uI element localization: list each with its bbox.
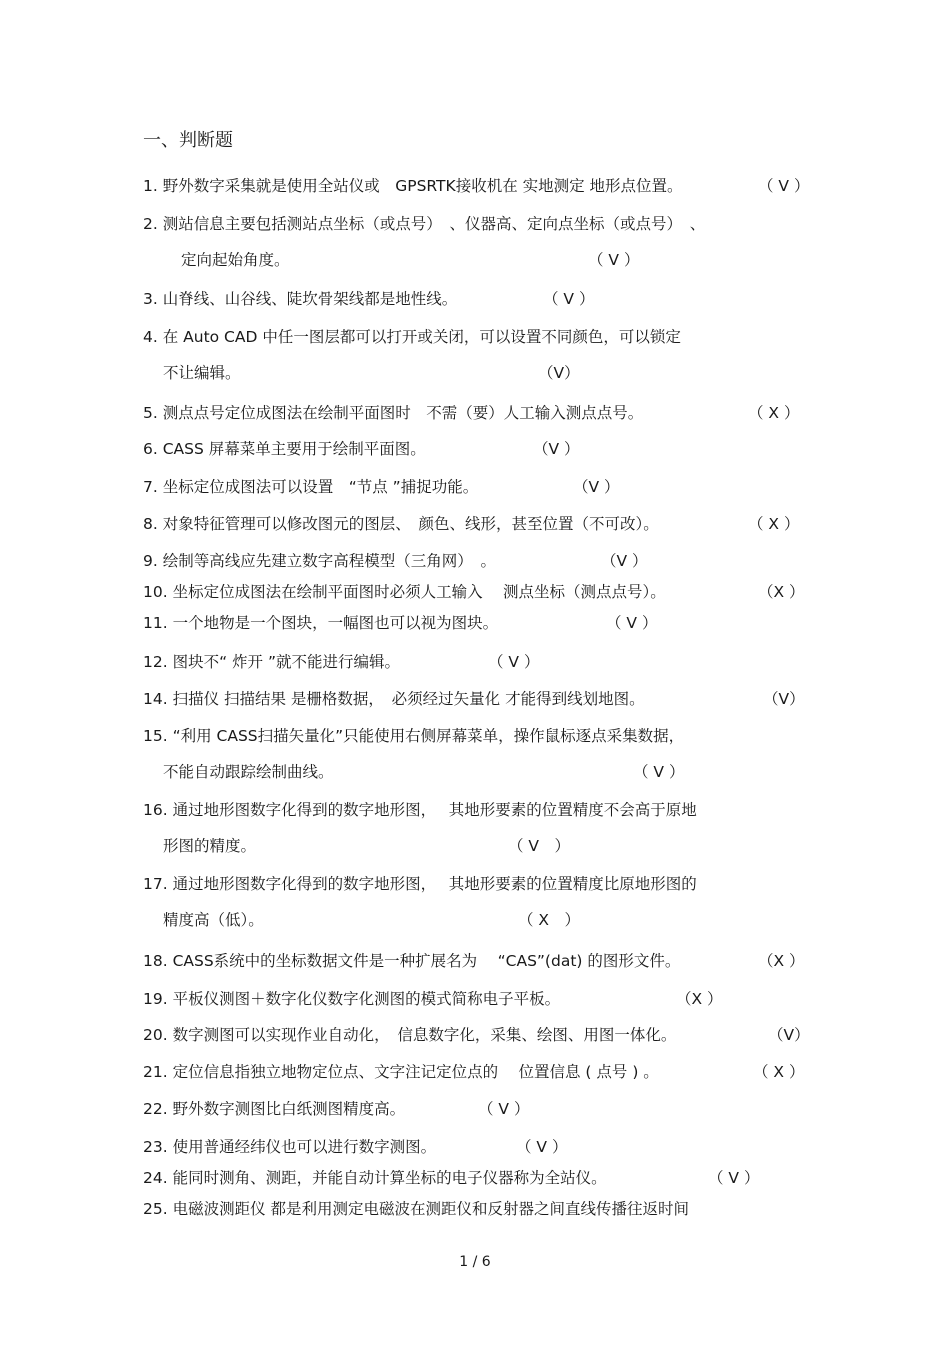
question-answer: （ V ） bbox=[633, 763, 685, 781]
question-answer: （V） bbox=[538, 364, 580, 382]
question-text: 22. 野外数字测图比白纸测图精度高。 bbox=[143, 1100, 406, 1118]
question-text: 12. 图块不“ 炸开 ”就不能进行编辑。 bbox=[143, 653, 400, 671]
question-text: 6. CASS 屏幕菜单主要用于绘制平面图。 bbox=[143, 440, 426, 458]
question-answer: （ V ） bbox=[588, 251, 640, 269]
question-text: 3. 山脊线、山谷线、陡坎骨架线都是地性线。 bbox=[143, 290, 458, 308]
question-text: 11. 一个地物是一个图块，一幅图也可以视为图块。 bbox=[143, 614, 499, 632]
question-text: 20. 数字测图可以实现作业自动化， 信息数字化，采集、绘图、用图一体化。 bbox=[143, 1026, 677, 1044]
question-text: 9. 绘制等高线应先建立数字高程模型（三角网） 。 bbox=[143, 552, 496, 570]
question-text-line2: 精度高（低）。 bbox=[163, 911, 264, 929]
question-answer: （ X ） bbox=[748, 404, 800, 422]
question-answer: （ V ） bbox=[543, 290, 595, 308]
question-text: 15. “利用 CASS扫描矢量化”只能使用右侧屏幕菜单，操作鼠标逐点采集数据， bbox=[143, 727, 685, 745]
question-answer: （ V ） bbox=[606, 614, 658, 632]
question-answer: （X ） bbox=[758, 952, 805, 970]
question-text: 16. 通过地形图数字化得到的数字地形图， 其地形要素的位置精度不会高于原地 bbox=[143, 801, 697, 819]
question-text-line2: 形图的精度。 bbox=[163, 837, 257, 855]
question-answer: （ V ） bbox=[516, 1138, 568, 1156]
question-answer: （ X ） bbox=[518, 911, 581, 929]
question-answer: （ V ） bbox=[478, 1100, 530, 1118]
question-answer: （ V ） bbox=[508, 837, 571, 855]
question-text: 19. 平板仪测图＋数字化仪数字化测图的模式简称电子平板。 bbox=[143, 990, 561, 1008]
question-answer: （ V ） bbox=[488, 653, 540, 671]
question-text: 23. 使用普通经纬仪也可以进行数字测图。 bbox=[143, 1138, 437, 1156]
question-text: 10. 坐标定位成图法在绘制平面图时必须人工输入 测点坐标（测点点号）。 bbox=[143, 583, 666, 601]
question-text: 24. 能同时测角、测距，并能自动计算坐标的电子仪器称为全站仪。 bbox=[143, 1169, 607, 1187]
question-text: 1. 野外数字采集就是使用全站仪或 GPSRTK接收机在 实地测定 地形点位置。 bbox=[143, 177, 683, 195]
question-answer: （ X ） bbox=[748, 515, 800, 533]
question-text: 8. 对象特征管理可以修改图元的图层、 颜色、线形，甚至位置（不可改）。 bbox=[143, 515, 659, 533]
question-text: 17. 通过地形图数字化得到的数字地形图， 其地形要素的位置精度比原地形图的 bbox=[143, 875, 697, 893]
question-answer: （ V ） bbox=[708, 1169, 760, 1187]
question-answer: （V） bbox=[768, 1026, 810, 1044]
question-answer: （V ） bbox=[601, 552, 648, 570]
question-text-line2: 不能自动跟踪绘制曲线。 bbox=[163, 763, 334, 781]
question-answer: （X ） bbox=[676, 990, 723, 1008]
question-answer: （X ） bbox=[758, 583, 805, 601]
question-text: 5. 测点点号定位成图法在绘制平面图时 不需（要）人工输入测点点号。 bbox=[143, 404, 644, 422]
question-text: 25. 电磁波测距仪 都是利用测定电磁波在测距仪和反射器之间直线传播往返时间 bbox=[143, 1200, 690, 1218]
question-text: 14. 扫描仪 扫描结果 是栅格数据， 必须经过矢量化 才能得到线划地图。 bbox=[143, 690, 645, 708]
question-text: 21. 定位信息指独立地物定位点、文字注记定位点的 位置信息 ( 点号 ) 。 bbox=[143, 1063, 659, 1081]
question-text-line2: 定向起始角度。 bbox=[181, 251, 290, 269]
page-number: 1 / 6 bbox=[459, 1254, 491, 1270]
question-answer: （V） bbox=[763, 690, 805, 708]
question-text: 7. 坐标定位成图法可以设置 “节点 ”捕捉功能。 bbox=[143, 478, 479, 496]
question-answer: （ V ） bbox=[758, 177, 810, 195]
question-text: 4. 在 Auto CAD 中任一图层都可以打开或关闭，可以设置不同颜色，可以锁定 bbox=[143, 328, 681, 346]
question-answer: （ X ） bbox=[753, 1063, 805, 1081]
question-answer: （V ） bbox=[573, 478, 620, 496]
question-text: 18. CASS系统中的坐标数据文件是一种扩展名为 “CAS”(dat) 的图形文件。 bbox=[143, 952, 681, 970]
question-text-line2: 不让编辑。 bbox=[163, 364, 241, 382]
question-answer: （V ） bbox=[533, 440, 580, 458]
question-text: 2. 测站信息主要包括测站点坐标（或点号） 、仪器高、定向点坐标（或点号） 、 bbox=[143, 215, 706, 233]
section-title: 一、判断题 bbox=[143, 130, 233, 151]
